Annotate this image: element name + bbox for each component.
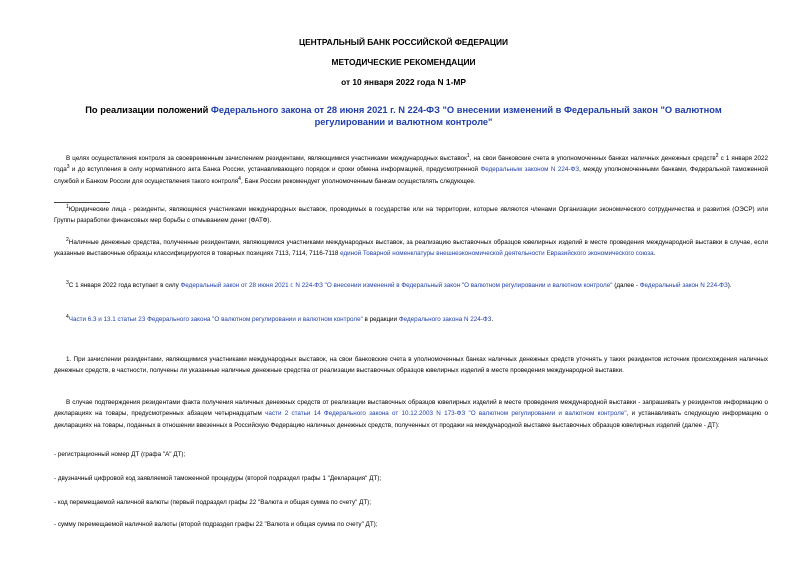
footnote-1 bbox=[54, 204, 768, 227]
intro-text-3: с 1 января 2022 года bbox=[54, 155, 768, 174]
tn-ved-link[interactable]: единой Товарной номенклатуры внешнеэкономической деятельности Евразийского экономического союза bbox=[340, 250, 654, 258]
footnote-3-marker: 3 bbox=[66, 279, 69, 286]
footnote-4-end: . bbox=[491, 316, 494, 323]
intro-text-4: и до вступления в силу нормативного акта Банка России, устанавливающего порядок и сроки обмена информацией, предусмотренной bbox=[69, 166, 481, 174]
intro-text-6: , Банк России рекомендует уполномоченным банкам осуществлять следующее. bbox=[240, 177, 476, 185]
confirmation-paragraph bbox=[54, 397, 768, 431]
list-item-currency-amount: - сумму перемещаемой наличной валюты (второй подраздел графы 22 "Валюта и общая сумма по счету" ДТ); bbox=[54, 521, 378, 528]
footnote-marker-3[interactable]: 3 bbox=[66, 164, 70, 171]
footnote-3-end: ). bbox=[727, 282, 732, 289]
item-1-paragraph: 1. При зачислении резидентами, являющимися участниками международных выставок, на свои банковские счета в уполномоченных банках наличных денежных средств уточнять у таких резидентов источник происхождения наличных денежных средств, в частности, получены ли указанные наличные денежные средства от реализации выставочных образцов ювелирных изделий в месте проведения международной выставки. bbox=[54, 356, 768, 375]
list-item-procedure-code: - двузначный цифровой код заявляемой таможенной процедуры (второй подраздел графы 1 "Декларация" ДТ); bbox=[54, 475, 382, 482]
law-224-link[interactable]: Федеральным законом N 224-ФЗ bbox=[480, 166, 580, 174]
footnote-marker-2[interactable]: 2 bbox=[715, 152, 719, 159]
footnote-2 bbox=[54, 237, 768, 260]
footnote-4-law-link[interactable]: Федерального закона N 224-ФЗ bbox=[398, 316, 492, 323]
footnote-3 bbox=[54, 280, 768, 291]
footnote-3-text: С 1 января 2022 года вступает в силу bbox=[68, 282, 181, 289]
intro-text-1: В целях осуществления контроля за своевременным зачислением резидентами, являющимися участниками международных выставок bbox=[66, 155, 467, 162]
footnote-2-end: . bbox=[653, 250, 656, 258]
doc-title bbox=[50, 104, 757, 128]
footnote-3-short-link[interactable]: Федеральный закон N 224-ФЗ bbox=[639, 282, 728, 289]
footnote-4-mid: в редакции bbox=[362, 316, 399, 323]
confirmation-text: В случае подтверждения резидентами факта получения наличных денежных средств от реализации выставочных образцов ювелирных изделий в месте проведения международной выставки - запрашивать у резидентов информацию о декларациях на товары, предусмотренных абзацем четырнадцатым bbox=[54, 399, 768, 418]
footnote-4 bbox=[54, 314, 768, 325]
list-item-currency-code: - код перемещаемой наличной валюты (первый подраздел графы 22 "Валюта и общая сумма по счету" ДТ); bbox=[54, 499, 372, 506]
article-23-link[interactable]: Части 6.3 и 13.1 статьи 23 Федерального закона "О валютном регулировании и валютном контроле" bbox=[68, 316, 363, 323]
footnote-4-marker: 4 bbox=[66, 313, 69, 320]
intro-text-5: , между уполномоченными банками, Федеральной таможенной службой и Банком России для осуществления такого контроля bbox=[54, 166, 769, 185]
org-heading: ЦЕНТРАЛЬНЫЙ БАНК РОССИЙСКОЙ ФЕДЕРАЦИИ bbox=[298, 37, 509, 47]
footnote-1-text: Юридические лица - резиденты, являющиеся участниками международных выставок, проводимых в государстве или на территории, которые являются членами Организации экономического сотрудничества и развития (ОЭСР) или Группы разработки финансовых мер борьбы с отмыванием денег (ФАТФ). bbox=[54, 206, 768, 225]
footnote-2-marker: 2 bbox=[66, 236, 69, 243]
doc-date-heading: от 10 января 2022 года N 1-МР bbox=[341, 77, 466, 87]
list-item-reg-number: - регистрационный номер ДТ (графа "A" ДТ); bbox=[54, 451, 186, 458]
footnote-1-marker: 1 bbox=[66, 203, 69, 210]
footnote-3-mid: (далее - bbox=[612, 282, 640, 289]
footnote-3-law-link[interactable]: Федеральный закон от 28 июня 2021 г. N 224-ФЗ "О внесении изменений в Федеральный закон "О валютном регулировании и валютном контроле" bbox=[180, 282, 613, 289]
footnote-marker-4[interactable]: 4 bbox=[238, 175, 241, 182]
doc-type-heading: МЕТОДИЧЕСКИЕ РЕКОМЕНДАЦИИ bbox=[331, 57, 476, 67]
article-14-link[interactable]: части 2 статьи 14 Федерального закона от 10.12.2003 N 173-ФЗ "О валютном регулировании и валютном контроле" bbox=[265, 410, 627, 418]
title-prefix: По реализации положений bbox=[85, 105, 211, 115]
footnote-separator bbox=[54, 202, 110, 203]
intro-paragraph bbox=[54, 153, 768, 187]
footnote-2-text: Наличные денежные средства, полученные резидентами, являющимися участниками международных выставок, за реализацию выставочных образцов ювелирных изделий в месте проведения международной выставки в случае, если указанные выставочные образцы классифицируются в товарных позициях 7113, 7114, 7116-7118 bbox=[54, 239, 768, 258]
title-law-link[interactable]: Федерального закона от 28 июня 2021 г. N 224-ФЗ "О внесении изменений в Федеральный закон "О валютном регулировании и валютном контроле" bbox=[210, 105, 722, 127]
intro-text-2: , на свои банковские счета в уполномоченных банках наличных денежных средств bbox=[469, 155, 716, 162]
footnote-marker-1[interactable]: 1 bbox=[466, 152, 470, 159]
confirmation-end: , и устанавливать следующую информацию о декларациях на товары, поданных в отношении ввезенных в Российскую Федерацию наличных денежных средств, полученных от продажи на международной выставке выставочных образцов ювелирных изделий (далее - ДТ): bbox=[54, 410, 768, 429]
